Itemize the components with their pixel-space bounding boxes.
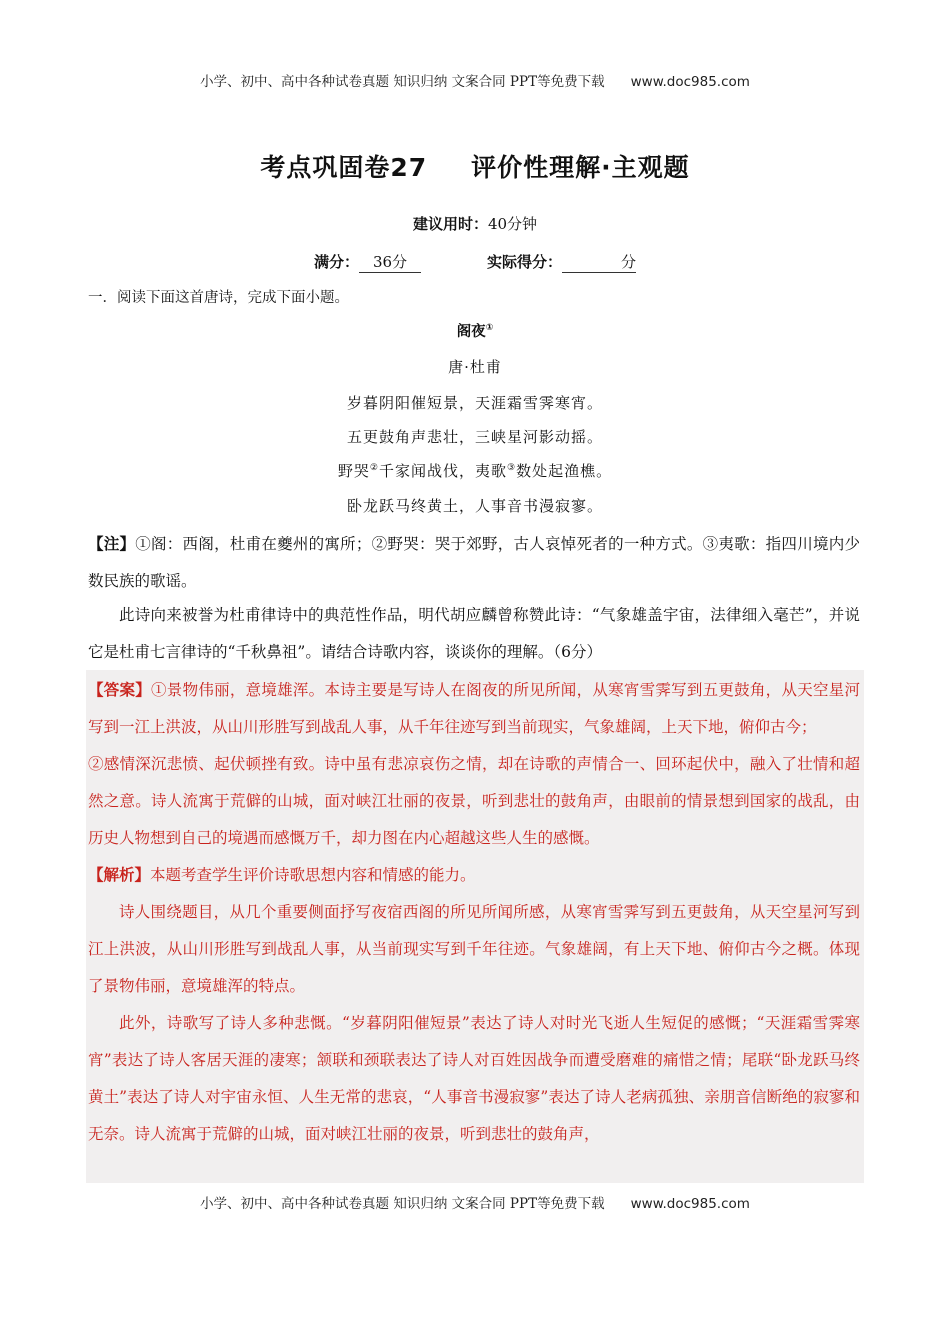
analysis-p1-text: 本题考查学生评价诗歌思想内容和情感的能力。 (150, 866, 476, 884)
poem-title (0, 320, 950, 341)
poem-note-3: ③ (507, 463, 517, 473)
full-score-label: 满分： (313, 253, 359, 271)
poem-notes (88, 526, 860, 600)
answer-p1 (88, 672, 860, 746)
title-left: 考点巩固卷27 (260, 153, 428, 182)
analysis-p3: 此外，诗歌写了诗人多种悲慨。“岁暮阴阳催短景”表达了诗人对时光飞逝人生短促的感慨；“天涯霜雪霁寒宵”表达了诗人客居天涯的凄寒；颔联和颈联表达了诗人对百姓因战争而遭受磨难的痛惜之情；尾联“卧龙跃马终黄土”表达了诗人对宇宙永恒、人生无常的悲哀，“人事音书漫寂寥”表达了诗人老病孤独、亲朋音信断绝的寂寥和无奈。诗人流寓于荒僻的山城，面对峡江壮丽的夜景，听到悲壮的鼓角声， (88, 1014, 860, 1143)
title-right: 评价性理解·主观题 (471, 153, 690, 182)
footer-text: 小学、初中、高中各种试卷真题 知识归纳 文案合同 PPT等免费下载 (200, 1196, 605, 1212)
poem-title-text: 阁夜 (456, 324, 486, 340)
analysis-p2: 诗人围绕题目，从几个重要侧面抒写夜宿西阁的所见所闻所感，从寒宵雪霁写到五更鼓角，从天空星河写到江上洪波，从山川形胜写到战乱人事，从当前现实写到千年往迹。气象雄阔，有上天下地、俯仰古今之概。体现了景物伟丽，意境雄浑的特点。 (88, 903, 860, 995)
poem-author: 唐·杜甫 (448, 358, 502, 376)
time-label: 建议用时： (412, 215, 488, 233)
suggested-time (0, 213, 950, 234)
answer-p2: ②感情深沉悲愤、起伏顿挫有致。诗中虽有悲凉哀伤之情，却在诗歌的声情合一、回环起伏中，融入了壮情和超然之意。诗人流寓于荒僻的山城，面对峡江壮丽的夜景，听到悲壮的鼓角声，由眼前的情景想到国家的战乱，由历史人物想到自己的境遇而感慨万千，却力图在内心超越这些人生的感慨。 (88, 755, 860, 847)
actual-score-field[interactable] (562, 251, 636, 273)
note-label: 【注】 (88, 535, 136, 553)
answer-p1-text: ①景物伟丽，意境雄浑。本诗主要是写诗人在阁夜的所见所闻，从寒宵雪霁写到五更鼓角，从天空星河写到一江上洪波，从山川形胜写到战乱人事，从千年往迹写到当前现实，气象雄阔，上天下地，俯仰古今； (88, 681, 860, 736)
header-text: 小学、初中、高中各种试卷真题 知识归纳 文案合同 PPT等免费下载 (200, 74, 605, 90)
poem-line-2: 五更鼓角声悲壮，三峡星河影动摇。 (346, 428, 603, 446)
poem-title-note: ① (485, 323, 494, 334)
time-value: 40分钟 (487, 215, 538, 233)
poem-line-3 (0, 460, 950, 481)
actual-score-label: 实际得分： (487, 253, 563, 271)
header-site-link[interactable]: www.doc985.com (630, 74, 750, 90)
question-text: 此诗向来被誉为杜甫律诗中的典范性作品，明代胡应麟曾称赞此诗：“气象雄盖宇宙，法律细入毫芒”，并说它是杜甫七言律诗的“千秋鼻祖”。请结合诗歌内容，谈谈你的理解。（6分） (88, 606, 860, 661)
poem-line-4: 卧龙跃马终黄土，人事音书漫寂寥。 (346, 497, 603, 515)
analysis-label: 【解析】 (88, 866, 151, 884)
page-title (0, 148, 950, 184)
footer-site-link[interactable]: www.doc985.com (630, 1196, 750, 1212)
poem-line-3-c: 数处起渔樵。 (516, 462, 613, 480)
poem-line-3-b: 千家闻战伐，夷歌 (378, 462, 507, 480)
page-header (0, 70, 950, 90)
answer-section (88, 672, 860, 1153)
poem-line-3-a: 野哭 (337, 462, 370, 480)
analysis-p1 (88, 857, 860, 894)
full-score-value: 36分 (359, 251, 421, 273)
poem-note-2: ② (369, 463, 379, 473)
note-text: ①阁：西阁，杜甫在夔州的寓所；②野哭：哭于郊野，古人哀悼死者的一种方式。③夷歌：指四川境内少数民族的歌谣。 (88, 535, 860, 590)
actual-score-unit: 分 (621, 253, 637, 271)
score-line (0, 251, 950, 273)
page-footer (0, 1192, 950, 1212)
question-intro: 一．阅读下面这首唐诗，完成下面小题。 (88, 290, 349, 306)
answer-label: 【答案】 (88, 681, 152, 699)
poem-line-1: 岁暮阴阳催短景，天涯霜雪霁寒宵。 (346, 394, 603, 412)
